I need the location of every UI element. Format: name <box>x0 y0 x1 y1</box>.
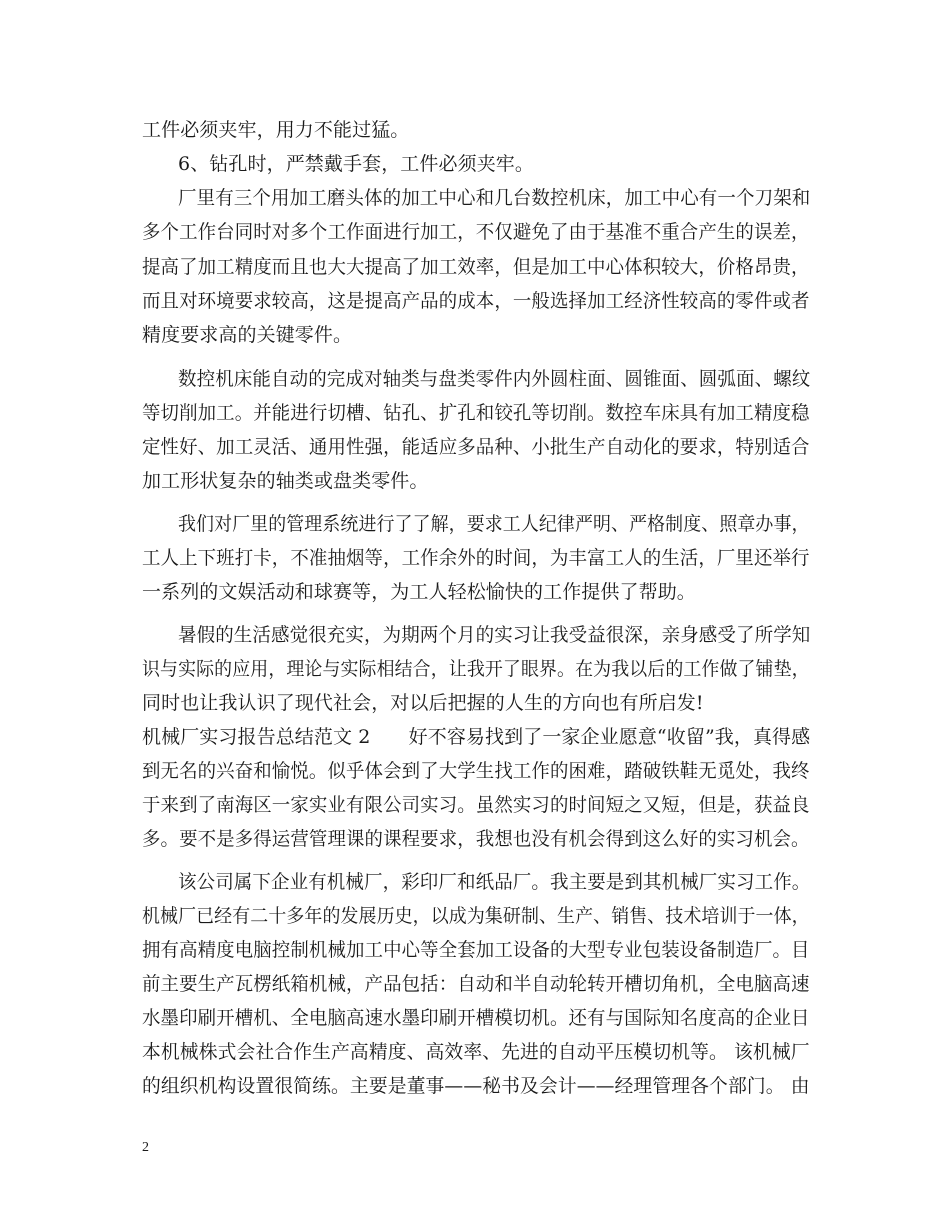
text-line: 我们对厂里的管理系统进行了了解，要求工人纪律严明、严格制度、照章办事， <box>178 513 810 535</box>
text-line: 于来到了南海区一家实业有限公司实习。虽然实习的时间短之又短，但是，获益良 <box>142 794 810 816</box>
text-line: 机械厂已经有二十多年的发展历史，以成为集研制、生产、销售、技术培训于一体， <box>142 905 810 927</box>
text-line: 工人上下班打卡，不准抽烟等，工作余外的时间，为丰富工人的生活，厂里还举行 <box>142 547 810 569</box>
text-line: 同时也让我认识了现代社会，对以后把握的人生的方向也有所启发! <box>142 692 704 714</box>
page-number: 2 <box>142 1140 149 1155</box>
text-line: 数控机床能自动的完成对轴类与盘类零件内外圆柱面、圆锥面、圆弧面、螺纹 <box>178 368 811 390</box>
text-line: 本机械株式会社合作生产高精度、高效率、先进的自动平压模切机等。 该机械厂 <box>142 1041 810 1063</box>
text-line: 暑假的生活感觉很充实，为期两个月的实习让我受益很深，亲身感受了所学知 <box>178 624 811 646</box>
text-line: 识与实际的应用，理论与实际相结合，让我开了眼界。在为我以后的工作做了铺垫， <box>142 658 810 680</box>
text-line: 水墨印刷开槽机、全电脑高速水墨印刷开槽模切机。还有与国际知名度高的企业日 <box>142 1007 810 1029</box>
text-line: 等切削加工。并能进行切槽、钻孔、扩孔和铰孔等切削。数控车床具有加工精度稳 <box>142 402 810 424</box>
text-line: 精度要求高的关键零件。 <box>142 324 353 346</box>
text-line: 工件必须夹牢，用力不能过猛。 <box>142 119 410 141</box>
text-line: 一系列的文娱活动和球赛等，为工人轻松愉快的工作提供了帮助。 <box>142 581 696 603</box>
text-line: 拥有高精度电脑控制机械加工中心等全套加工设备的大型专业包装设备制造厂。目 <box>142 939 810 961</box>
text-line: 多个工作台同时对多个工作面进行加工，不仅避免了由于基准不重合产生的误差， <box>142 221 810 243</box>
text-line: 而且对环境要求较高，这是提高产品的成本，一般选择加工经济性较高的零件或者 <box>142 290 810 312</box>
text-line: 前主要生产瓦楞纸箱机械，产品包括：自动和半自动轮转开槽切角机，全电脑高速 <box>142 973 810 995</box>
text-line: 多。要不是多得运营管理课的课程要求，我想也没有机会得到这么好的实习机会。 <box>142 828 810 850</box>
text-line: 厂里有三个用加工磨头体的加工中心和几台数控机床，加工中心有一个刀架和 <box>178 187 811 209</box>
text-line: 定性好、加工灵活、通用性强，能适应多品种、小批生产自动化的要求，特别适合 <box>142 436 810 458</box>
text-line: 6、钻孔时，严禁戴手套，工件必须夹牢。 <box>178 153 534 175</box>
text-line: 加工形状复杂的轴类或盘类零件。 <box>142 470 429 492</box>
text-line: 提高了加工精度而且也大大提高了加工效率，但是加工中心体积较大，价格昂贵， <box>142 256 810 278</box>
text-line: 机械厂实习报告总结范文 2 好不容易找到了一家企业愿意“收留”我，真得感 <box>142 726 811 748</box>
text-line: 该公司属下企业有机械厂，彩印厂和纸品厂。我主要是到其机械厂实习工作。 <box>178 871 811 893</box>
text-line: 到无名的兴奋和愉悦。似乎体会到了大学生找工作的困难，踏破铁鞋无觅处，我终 <box>142 760 810 782</box>
text-line: 的组织机构设置很简练。主要是董事——秘书及会计——经理管理各个部门。 由 <box>142 1075 810 1097</box>
